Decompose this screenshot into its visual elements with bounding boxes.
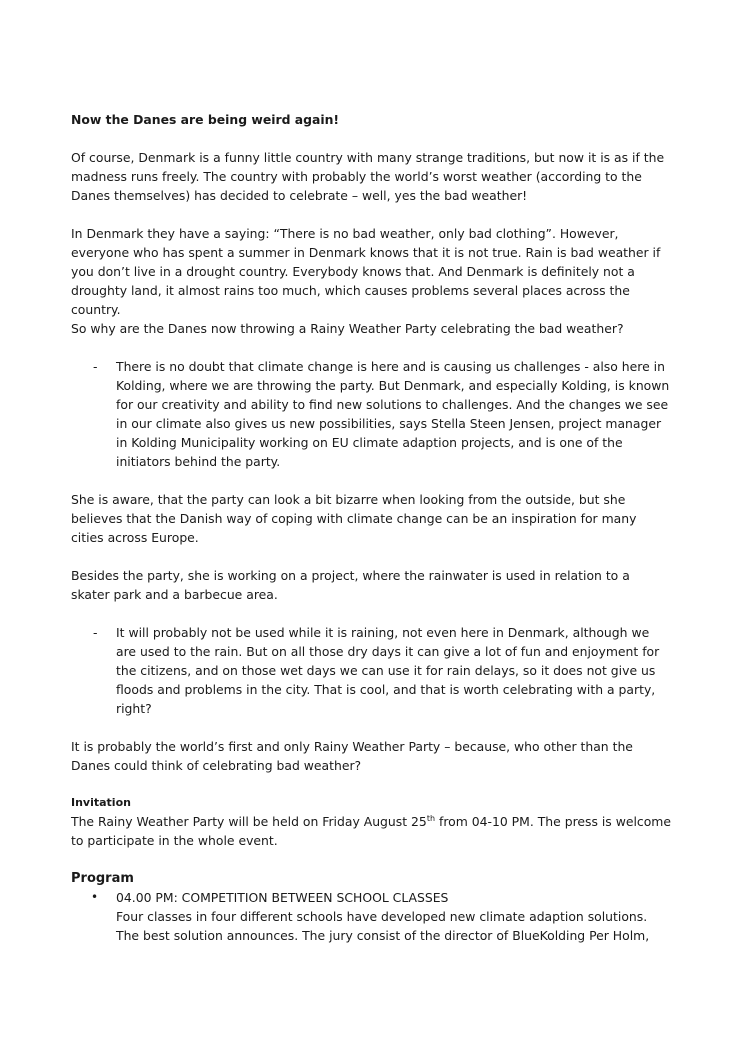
program-item-body: [116, 888, 671, 945]
spacer: [71, 718, 671, 737]
quote-text: There is no doubt that climate change is here and is causing us challenges - also here in Kolding, where we are throwing the party. But Denmark, and especially Kolding, is known for our creativity and ability to find new solutions to challenges. And the changes we see in our climate also gives us new possibilities, says Stella Steen Jensen, project manager in Kolding Municipality working on EU climate adaption projects, and is one of the initiators behind the party.: [116, 359, 670, 469]
paragraph-saying: In Denmark they have a saying: “There is no bad weather, only bad clothing”. However, everyone who has spent a summer in Denmark knows that it is not true. Rain is bad weather if you don’t live in a drought country. Everybody knows that. And Denmark is definitely not a droughty land, it almost rains too much, which causes problems several places across the country.: [71, 226, 661, 317]
spacer: [71, 775, 671, 794]
spacer: [71, 129, 671, 148]
spacer: [71, 850, 671, 869]
invitation-text: [71, 812, 671, 850]
dash-marker: -: [93, 625, 98, 640]
paragraph-intro: Of course, Denmark is a funny little country with many strange traditions, but now it is as if the madness runs freely. The country with probably the world’s worst weather (according to the Danes themselves) has decided to celebrate – well, yes the bad weather!: [71, 150, 665, 203]
document-page: [71, 110, 671, 945]
invitation-text-start: The Rainy Weather Party will be held on Friday August 25: [71, 814, 427, 829]
program-item-text: Four classes in four different schools have developed new climate adaption solutions. The best solution announces. The jury consist of the director of BlueKolding Per Holm,: [116, 909, 650, 943]
date-superscript: th: [426, 813, 436, 823]
headline: Now the Danes are being weird again!: [71, 112, 340, 127]
spacer: [71, 338, 671, 357]
paragraph-first-party: It is probably the world’s first and only Rainy Weather Party – because, who other than the Danes could think of celebrating bad weather?: [71, 739, 633, 773]
spacer: [71, 604, 671, 623]
quote-text: It will probably not be used while it is raining, not even here in Denmark, although we are used to the rain. But on all those dry days it can give a lot of fun and enjoyment for the citizens, and on those wet days we can use it for rain delays, so it does not give us floods and problems in the city. That is cool, and that is worth celebrating with a party, right?: [116, 625, 660, 716]
program-item-title: 04.00 PM: COMPETITION BETWEEN SCHOOL CLASSES: [116, 890, 449, 905]
spacer: [71, 547, 671, 566]
paragraph-project: Besides the party, she is working on a project, where the rainwater is used in relation to a skater park and a barbecue area.: [71, 568, 630, 602]
spacer: [71, 205, 671, 224]
dash-marker: -: [93, 359, 98, 374]
quote-stella-2: [93, 623, 671, 718]
paragraph-aware: She is aware, that the party can look a bit bizarre when looking from the outside, but she believes that the Danish way of coping with climate change can be an inspiration for many cities across Europe.: [71, 492, 637, 545]
paragraph-question: So why are the Danes now throwing a Rainy Weather Party celebrating the bad weather?: [71, 321, 624, 336]
bullet-icon: •: [91, 890, 99, 904]
invitation-text-end: from 04-10 PM. The press is welcome to participate in the whole event.: [71, 814, 671, 848]
invitation-heading: Invitation: [71, 796, 131, 809]
spacer: [71, 471, 671, 490]
quote-stella-1: [93, 357, 671, 471]
program-heading: Program: [71, 871, 134, 886]
program-item: [91, 888, 671, 945]
